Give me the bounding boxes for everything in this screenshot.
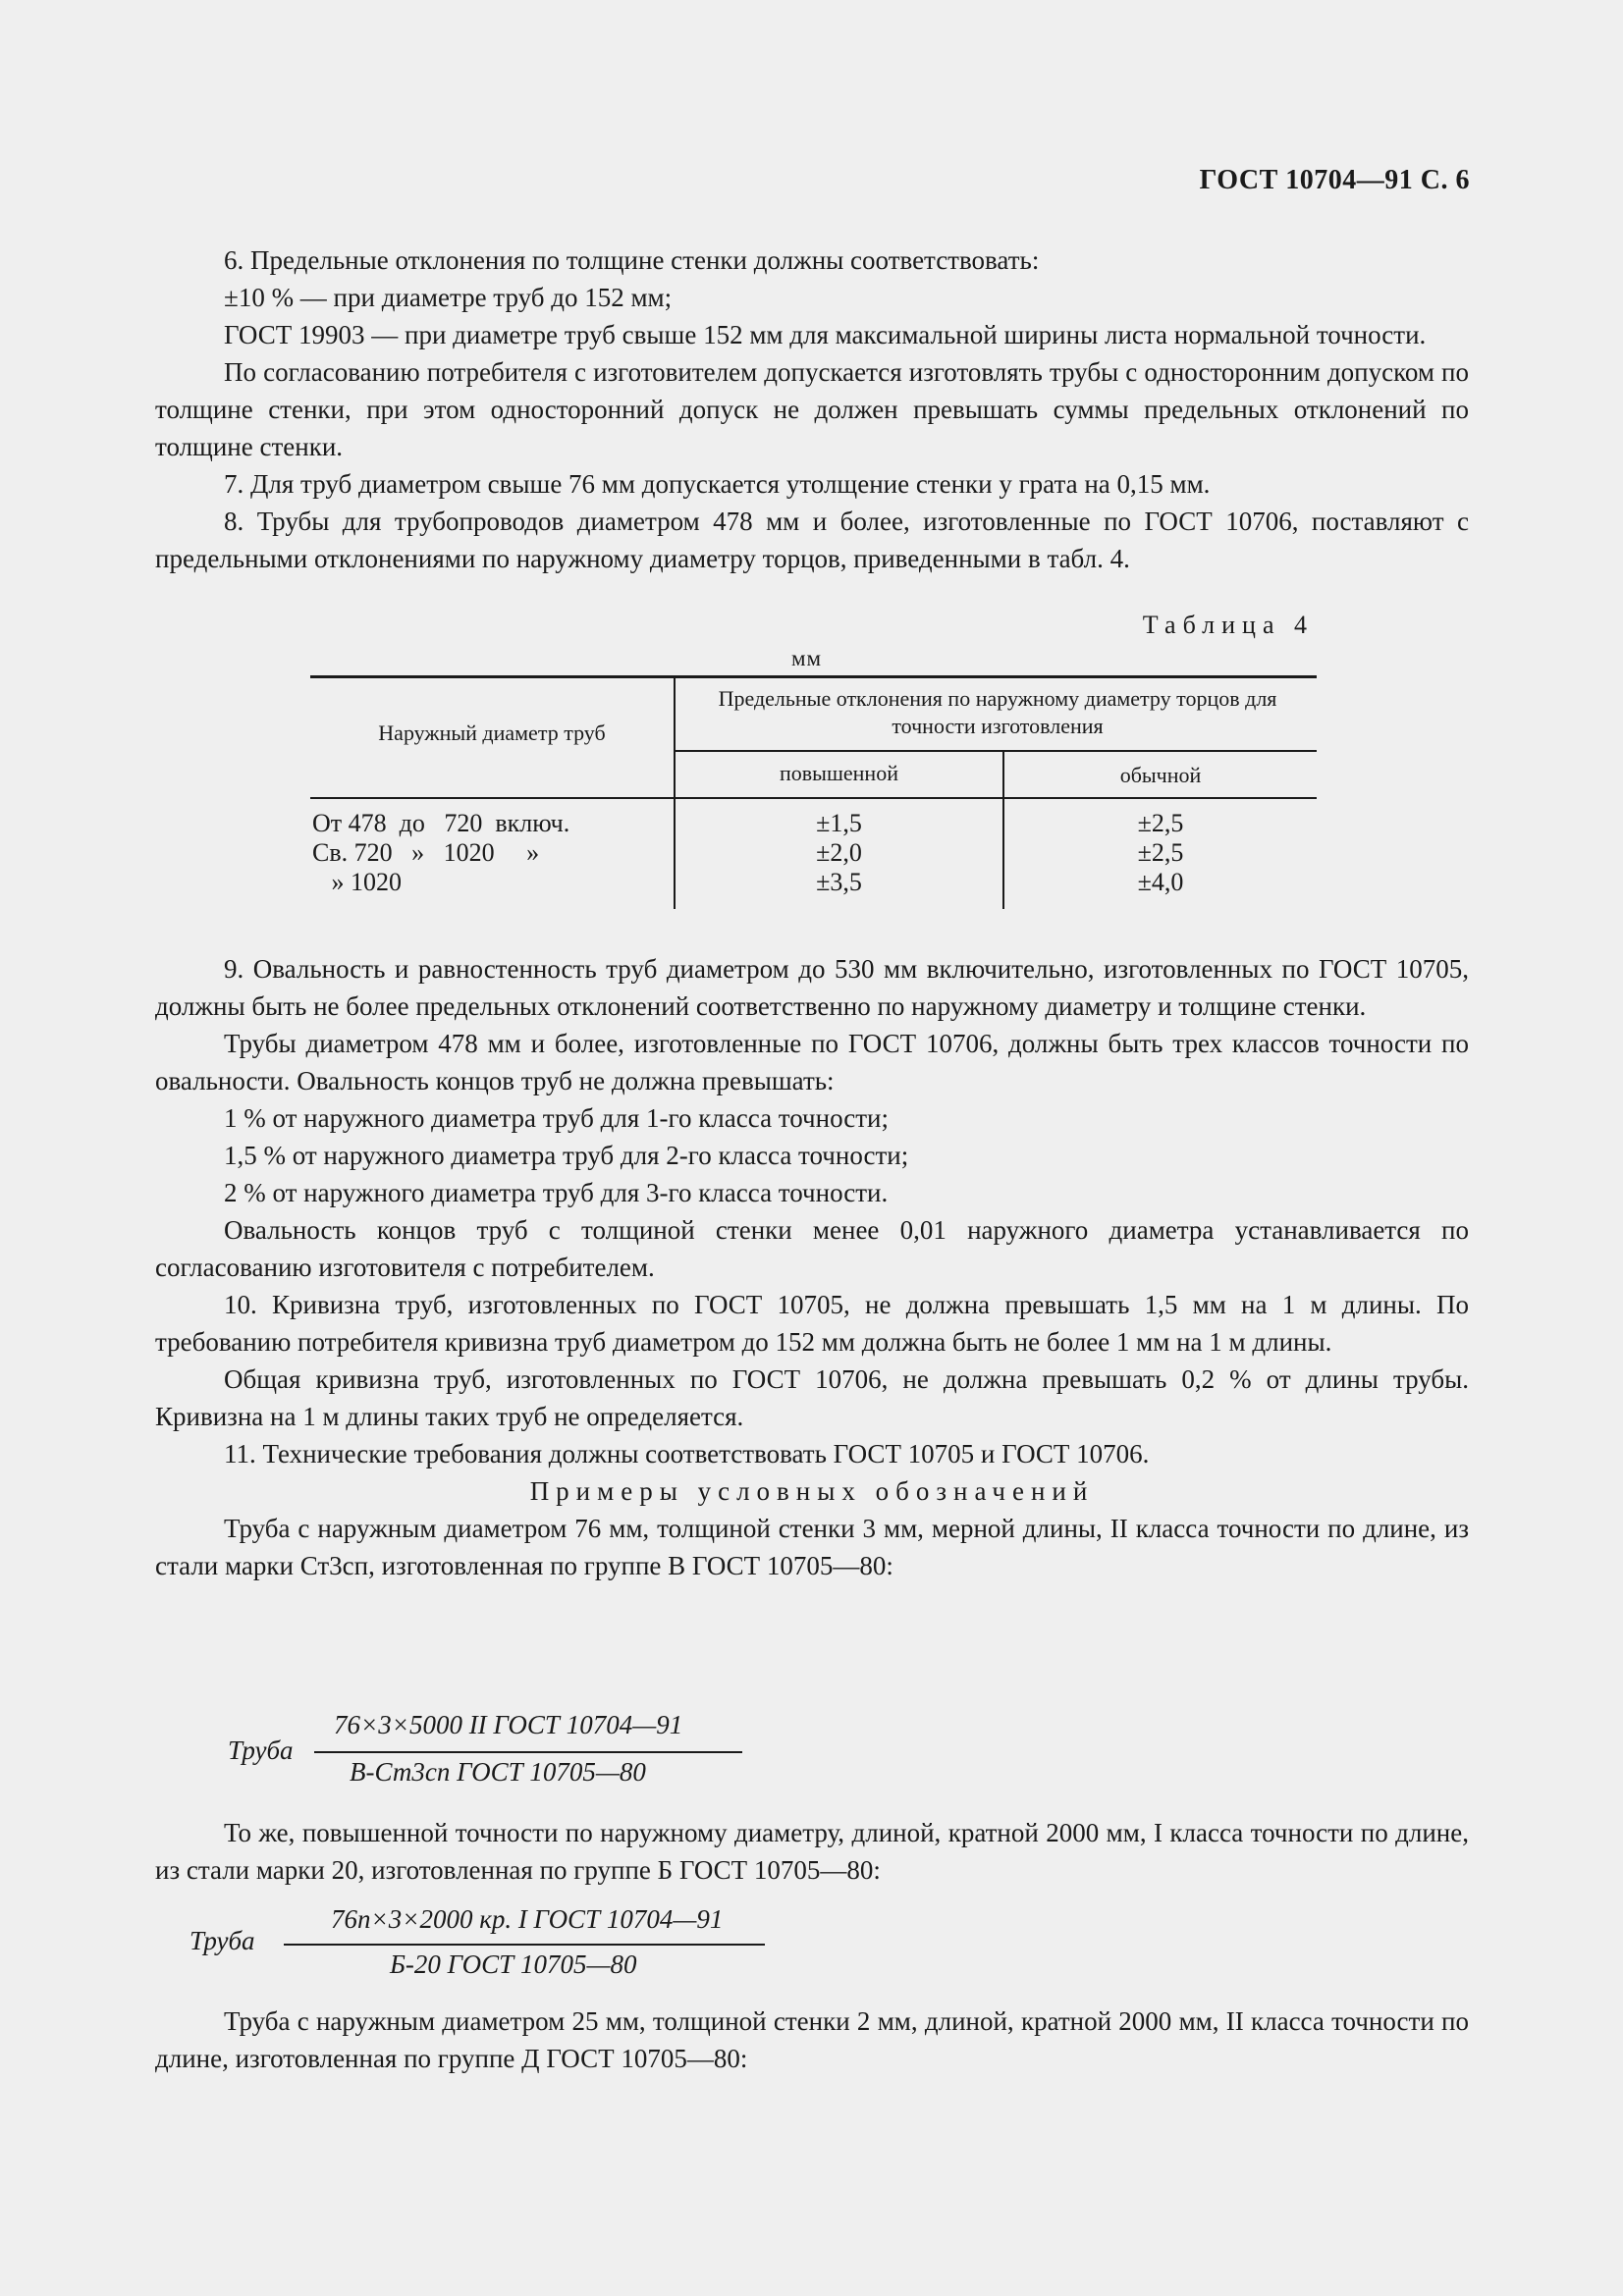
table-row-3-high: ±3,5 [816, 868, 862, 896]
table-subheader-high: повышенной [780, 761, 898, 785]
table-subheader-normal: обычной [1119, 763, 1202, 787]
table-header-bottom-rule [310, 797, 1317, 799]
table-row-1-high: ±1,5 [816, 809, 862, 837]
designation-formula-1 [228, 1710, 778, 1798]
table-top-rule [310, 675, 1317, 678]
paragraph: Трубы диаметром 478 мм и более, изготовленные по ГОСТ 10706, должны быть трех классов точности по овальности. Овальность концов труб не должна превышать: [155, 1029, 1469, 1095]
table-row-3-normal: ±4,0 [1137, 868, 1184, 896]
designation-formula-2 [189, 1904, 798, 1993]
table-subheader-rule [676, 750, 1317, 752]
table-header-deviations: Предельные отклонения по наружному диаметру торцов для точности изготовления [718, 686, 1277, 738]
section-heading: Примеры условных обозначений [529, 1476, 1095, 1506]
table-row-3-diameter: » 1020 [312, 868, 402, 896]
table-header-diameter: Наружный диаметр труб [378, 721, 606, 745]
table-4 [310, 675, 1317, 911]
paragraph: 2 % от наружного диаметра труб для 3-го класса точности. [224, 1178, 889, 1207]
paragraph: ±10 % — при диаметре труб до 152 мм; [224, 283, 673, 312]
example-3-description [155, 2002, 1469, 2077]
table-row-2-diameter: Св. 720 » 1020 » [312, 838, 540, 867]
table-units: мм [791, 646, 823, 670]
table-row-2-normal: ±2,5 [1137, 838, 1184, 867]
section-9-11 [155, 950, 1469, 1584]
formula-2-numerator: 76п×3×2000 кр. I ГОСТ 10704—91 [331, 1904, 724, 1934]
table-caption: Таблица 4 [1142, 611, 1314, 639]
formula-2-denominator: Б-20 ГОСТ 10705—80 [390, 1949, 637, 1979]
table-row-1-normal: ±2,5 [1137, 809, 1184, 837]
table-row-2-high: ±2,0 [816, 838, 862, 867]
paragraph: По согласованию потребителя с изготовителем допускается изготовлять трубы с односторонним допуском по толщине стенки, при этом односторонний допуск не должен превышать суммы предельных отклонений по толщине стенки. [155, 357, 1469, 461]
paragraph: 8. Трубы для трубопроводов диаметром 478 мм и более, изготовленные по ГОСТ 10706, поставляют с предельными отклонениями по наружному диаметру торцов, приведенными в табл. 4. [155, 507, 1469, 573]
paragraph: 1,5 % от наружного диаметра труб для 2-го класса точности; [224, 1141, 909, 1170]
formula-1-denominator: В-Ст3сп ГОСТ 10705—80 [350, 1757, 646, 1787]
paragraph: Овальность концов труб с толщиной стенки менее 0,01 наружного диаметра устанавливается по согласованию изготовителя с потребителем. [155, 1215, 1469, 1282]
formula-1-bar [314, 1751, 742, 1753]
paragraph: 6. Предельные отклонения по толщине стенки должны соответствовать: [224, 245, 1040, 275]
paragraph: Труба с наружным диаметром 76 мм, толщиной стенки 3 мм, мерной длины, II класса точности по длине, из стали марки Ст3сп, изготовленная по группе В ГОСТ 10705—80: [155, 1514, 1469, 1580]
paragraph: Труба с наружным диаметром 25 мм, толщиной стенки 2 мм, длиной, кратной 2000 мм, II класса точности по длине, изготовленная по группе Д ГОСТ 10705—80: [155, 2006, 1469, 2073]
page-header: ГОСТ 10704—91 С. 6 [1199, 165, 1470, 195]
paragraph: Общая кривизна труб, изготовленных по ГОСТ 10706, не должна превышать 0,2 % от длины трубы. Кривизна на 1 м длины таких труб не определяется. [155, 1364, 1469, 1431]
paragraph: 7. Для труб диаметром свыше 76 мм допускается утолщение стенки у грата на 0,15 мм. [224, 469, 1211, 499]
formula-2-bar [284, 1944, 765, 1946]
paragraph: ГОСТ 19903 — при диаметре труб свыше 152 мм для максимальной ширины листа нормальной точности. [224, 320, 1427, 349]
paragraph: 11. Технические требования должны соответствовать ГОСТ 10705 и ГОСТ 10706. [224, 1439, 1150, 1468]
table-row-1-diameter: От 478 до 720 включ. [312, 809, 570, 837]
paragraph: 9. Овальность и равностенность труб диаметром до 530 мм включительно, изготовленных по ГОСТ 10705, должны быть не более предельных отклонений соответственно по наружному диаметру и толщине стенки. [155, 954, 1469, 1021]
section-6-8 [155, 241, 1469, 577]
formula-1-label: Труба [228, 1735, 294, 1765]
paragraph: 10. Кривизна труб, изготовленных по ГОСТ 10705, не должна превышать 1,5 мм на 1 м длины. По требованию потребителя кривизна труб диаметром до 152 мм должна быть не более 1 мм на 1 м длины. [155, 1290, 1469, 1357]
formula-2-label: Труба [189, 1926, 255, 1955]
formula-1-numerator: 76×3×5000 II ГОСТ 10704—91 [334, 1710, 683, 1739]
paragraph: То же, повышенной точности по наружному диаметру, длиной, кратной 2000 мм, I класса точности по длине, из стали марки 20, изготовленная по группе Б ГОСТ 10705—80: [155, 1818, 1469, 1885]
example-2-description [155, 1814, 1469, 1889]
paragraph: 1 % от наружного диаметра труб для 1-го класса точности; [224, 1103, 889, 1133]
